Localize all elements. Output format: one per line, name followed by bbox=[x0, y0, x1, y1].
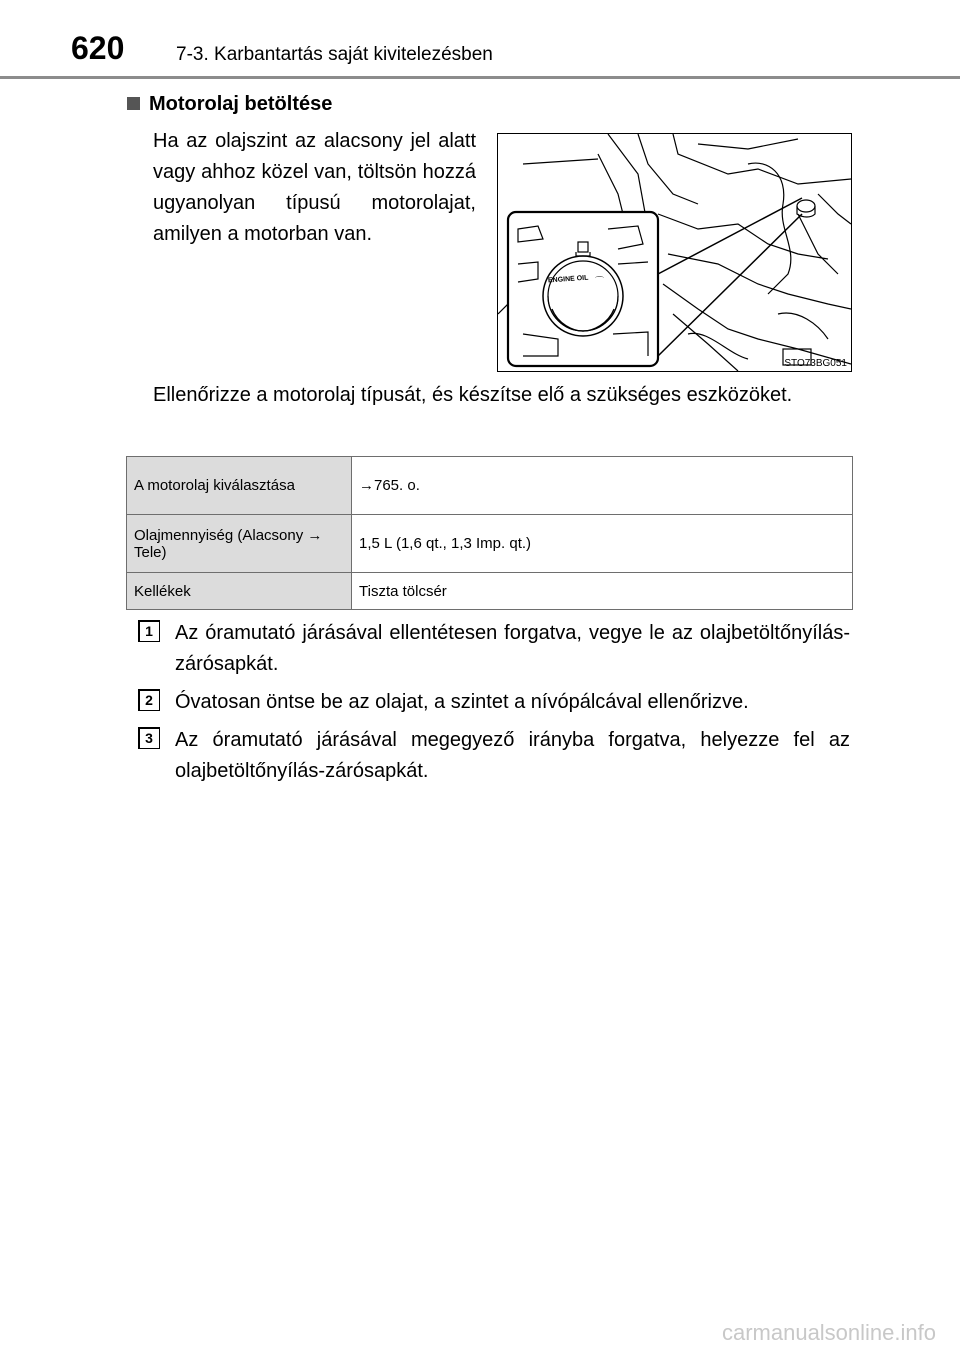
table-row bbox=[127, 457, 853, 515]
cap-label: ENGINE OIL bbox=[547, 274, 589, 285]
page-number: 620 bbox=[71, 30, 125, 66]
step-text: Óvatosan öntse be az olajat, a szintet a nívópálcával ellenőrizve. bbox=[175, 691, 749, 713]
engine-oil-cap-illustration bbox=[497, 133, 852, 372]
oil-can-icon: ⌒ bbox=[595, 276, 605, 286]
table-label-cell: Kellékek bbox=[127, 573, 352, 610]
header-rule bbox=[0, 76, 960, 79]
check-paragraph: Ellenőrizze a motorolaj típusát, és készítse elő a szükséges eszközöket. bbox=[153, 384, 793, 406]
engine-bay-drawing bbox=[498, 134, 851, 371]
step-text: Az óramutató járásával ellentétesen forgatva, vegye le az olajbetöltőnyílás-zárósapkát. bbox=[175, 622, 850, 675]
table-value-cell: →765. o. bbox=[352, 457, 853, 515]
table-row bbox=[127, 573, 853, 610]
table-label-cell: Olajmennyiség (Alacsony → Tele) bbox=[127, 515, 352, 573]
table-label-cell: A motorolaj kiválasztása bbox=[127, 457, 352, 515]
table-value-cell: 1,5 L (1,6 qt., 1,3 Imp. qt.) bbox=[352, 515, 853, 573]
step-text: Az óramutató járásával megegyező irányba forgatva, helyezze fel az olajbetöltőnyílás-zárósapkát. bbox=[175, 729, 850, 782]
step-1 bbox=[138, 618, 850, 680]
figure-code: STO73BG051 bbox=[784, 358, 847, 369]
chapter-title: 7-3. Karbantartás saját kivitelezésben bbox=[176, 44, 493, 65]
step-number-badge: 2 bbox=[138, 689, 160, 711]
square-bullet-icon bbox=[127, 97, 140, 110]
table-value-cell: Tiszta tölcsér bbox=[352, 573, 853, 610]
spec-table bbox=[126, 456, 853, 610]
section-heading bbox=[127, 93, 332, 116]
step-number-badge: 1 bbox=[138, 620, 160, 642]
table-row bbox=[127, 515, 853, 573]
step-number-badge: 3 bbox=[138, 727, 160, 749]
section-heading-text: Motorolaj betöltése bbox=[149, 93, 333, 115]
step-2 bbox=[138, 687, 850, 718]
step-3 bbox=[138, 725, 850, 787]
watermark: carmanualsonline.info bbox=[721, 1320, 936, 1345]
intro-paragraph: Ha az olajszint az alacsony jel alatt vagy ahhoz közel van, töltsön hozzá ugyanolyan típusú motorolajat, amilyen a motorban van. bbox=[153, 130, 476, 245]
